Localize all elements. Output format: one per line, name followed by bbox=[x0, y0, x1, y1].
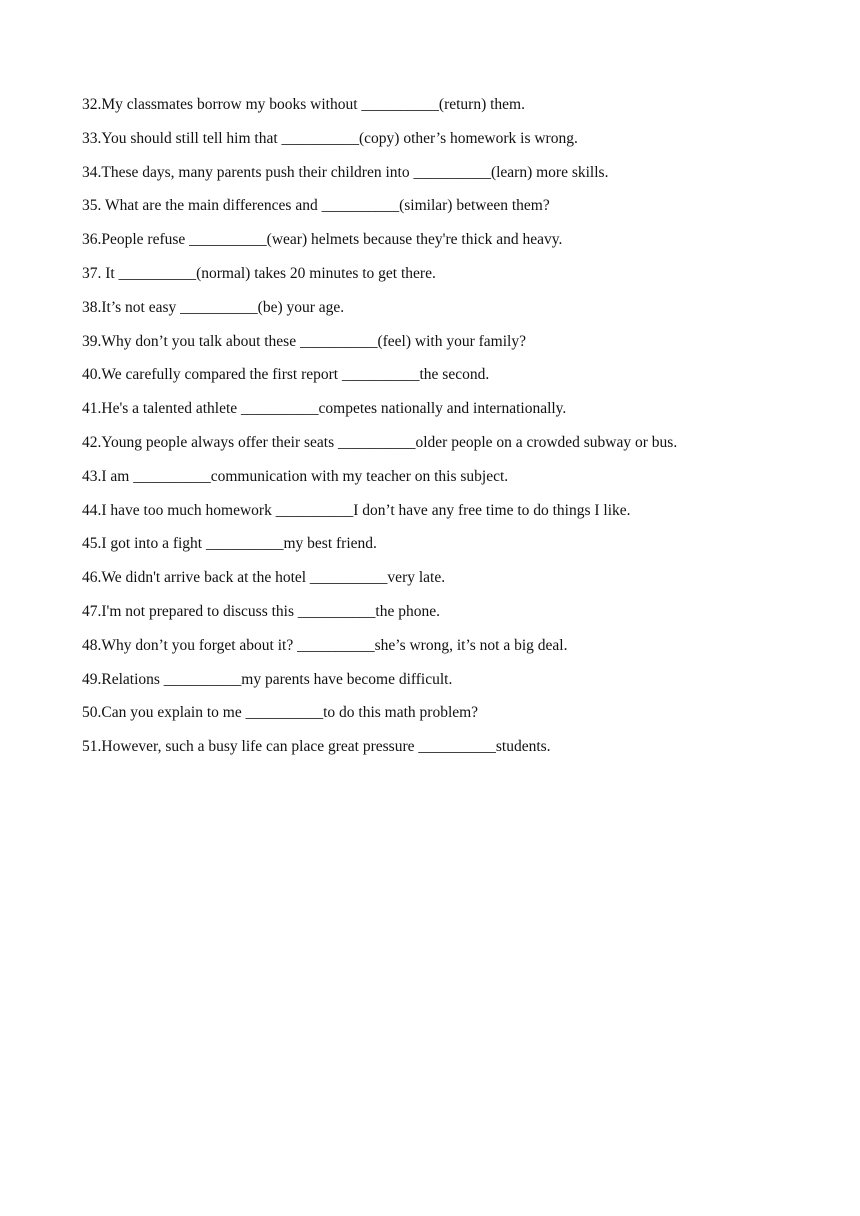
question-33: 33.You should still tell him that __________(copy) other’s homework is wrong. bbox=[82, 129, 578, 147]
question-36: 36.People refuse __________(wear) helmets because they're thick and heavy. bbox=[82, 231, 563, 249]
question-37: 37. It __________(normal) takes 20 minutes to get there. bbox=[82, 264, 436, 282]
question-47: 47.I'm not prepared to discuss this __________the phone. bbox=[82, 602, 440, 620]
question-40: 40.We carefully compared the first report __________the second. bbox=[82, 366, 490, 384]
question-46: 46.We didn't arrive back at the hotel __________very late. bbox=[82, 569, 446, 587]
question-41: 41.He's a talented athlete __________competes nationally and internationally. bbox=[82, 400, 567, 418]
question-51: 51.However, such a busy life can place great pressure __________students. bbox=[82, 738, 551, 756]
question-50: 50.Can you explain to me __________to do this math problem? bbox=[82, 704, 479, 722]
question-48: 48.Why don’t you forget about it? __________she’s wrong, it’s not a big deal. bbox=[82, 636, 568, 654]
question-list bbox=[82, 88, 782, 764]
question-38: 38.It’s not easy __________(be) your age. bbox=[82, 298, 345, 316]
question-43: 43.I am __________communication with my teacher on this subject. bbox=[82, 467, 509, 485]
question-49: 49.Relations __________my parents have become difficult. bbox=[82, 670, 453, 688]
question-45: 45.I got into a fight __________my best friend. bbox=[82, 535, 377, 553]
question-34: 34.These days, many parents push their children into __________(learn) more skills. bbox=[82, 163, 609, 181]
question-32: 32.My classmates borrow my books without __________(return) them. bbox=[82, 96, 525, 113]
question-44: 44.I have too much homework __________I don’t have any free time to do things I like. bbox=[82, 501, 631, 519]
question-35: 35. What are the main differences and __________(similar) between them? bbox=[82, 197, 550, 215]
question-39: 39.Why don’t you talk about these __________(feel) with your family? bbox=[82, 332, 526, 350]
question-42: 42.Young people always offer their seats __________older people on a crowded subway or bus. bbox=[82, 433, 678, 451]
